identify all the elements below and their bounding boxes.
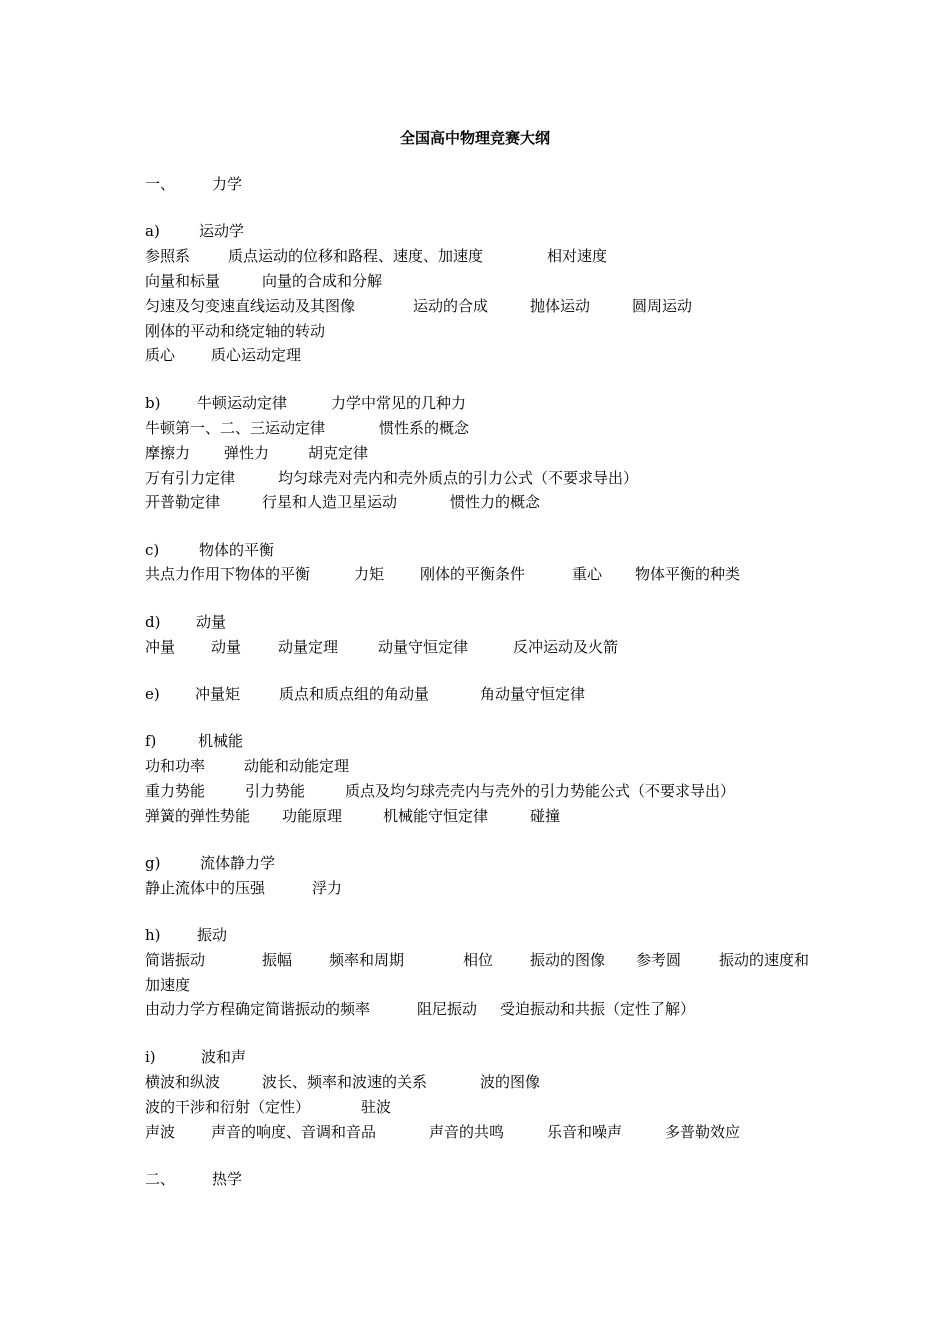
section-marker: 二、: [145, 1170, 176, 1188]
topic-item: 弹性力: [224, 444, 270, 462]
subsection-heading-g: [145, 851, 275, 875]
topic-item: 运动的合成: [413, 297, 489, 315]
subsection-heading-c: [145, 538, 274, 562]
topic-item: 质点运动的位移和路程、速度、加速度: [228, 247, 484, 265]
topic-item: 横波和纵波: [145, 1073, 221, 1091]
topic-item: 重力势能: [145, 782, 206, 800]
subsection-title: 振动: [197, 926, 228, 944]
topic-item: 机械能守恒定律: [383, 807, 489, 825]
content-line: [145, 441, 368, 465]
topic-item: 振动的速度和: [719, 951, 810, 969]
topic-item: 功和功率: [145, 757, 206, 775]
topic-item: 浮力: [312, 879, 343, 897]
subsection-marker: d): [145, 613, 161, 631]
topic-item: 乐音和噪声: [547, 1123, 623, 1141]
subsection-marker: g): [145, 854, 161, 872]
topic-item: 相位: [463, 951, 494, 969]
content-line: [145, 294, 692, 318]
topic-item: 圆周运动: [632, 297, 693, 315]
topic-item: 多普勒效应: [665, 1123, 741, 1141]
topic-item: 频率和周期: [329, 951, 405, 969]
section-heading-thermodynamics: [145, 1167, 242, 1191]
topic-item: 质点及均匀球壳壳内与壳外的引力势能公式（不要求导出）: [345, 782, 736, 800]
subsection-title: 冲量矩: [195, 685, 241, 703]
topic-item: 引力势能: [245, 782, 306, 800]
section-title: 热学: [212, 1170, 243, 1188]
topic-item: 振动的图像: [530, 951, 606, 969]
topic-item: 惯性力的概念: [450, 493, 541, 511]
content-line: [145, 319, 325, 343]
topic-item: 声音的响度、音调和音品: [211, 1123, 377, 1141]
content-line: [145, 490, 540, 514]
subsection-marker: f): [145, 732, 157, 750]
topic-item: 加速度: [145, 976, 191, 994]
topic-item: 重心: [572, 565, 603, 583]
topic-item: 参考圆: [636, 951, 682, 969]
section-marker: 一、: [145, 175, 176, 193]
topic-item: 声波: [145, 1123, 176, 1141]
subsection-marker: e): [145, 685, 160, 703]
content-line: [145, 754, 349, 778]
subsection-heading-i: [145, 1045, 246, 1069]
topic-item: 质心: [145, 346, 176, 364]
subsection-title: 流体静力学: [200, 854, 276, 872]
subsection-marker: h): [145, 926, 161, 944]
topic-item: 动量: [211, 638, 242, 656]
section-heading-mechanics: [145, 172, 242, 196]
content-line: [145, 635, 618, 659]
content-line: [145, 876, 342, 900]
subsection-title-extra: 角动量守恒定律: [480, 685, 586, 703]
content-line: [145, 1070, 540, 1094]
topic-item: 刚体的平衡条件: [420, 565, 526, 583]
subsection-heading-d: [145, 610, 226, 634]
content-line: [145, 416, 469, 440]
topic-item: 碰撞: [530, 807, 561, 825]
content-line: [145, 562, 740, 586]
subsection-marker: c): [145, 541, 160, 559]
subsection-title: 机械能: [198, 732, 244, 750]
topic-item: 开普勒定律: [145, 493, 221, 511]
topic-item: 动量定理: [278, 638, 339, 656]
subsection-title: 波和声: [201, 1048, 247, 1066]
topic-item: 物体平衡的种类: [635, 565, 741, 583]
topic-item: 振幅: [262, 951, 293, 969]
topic-item: 惯性系的概念: [379, 419, 470, 437]
subsection-heading-b: [145, 391, 466, 415]
topic-item: 摩擦力: [145, 444, 191, 462]
topic-item: 动能和动能定理: [244, 757, 350, 775]
topic-item: 向量和标量: [145, 272, 221, 290]
topic-item: 质心运动定理: [211, 346, 302, 364]
topic-item: 万有引力定律: [145, 469, 236, 487]
topic-item: 波的图像: [480, 1073, 541, 1091]
subsection-marker: b): [145, 394, 161, 412]
subsection-title-extra: 力学中常见的几种力: [331, 394, 467, 412]
content-line: [145, 244, 607, 268]
topic-item: 参照系: [145, 247, 191, 265]
topic-item: 动量守恒定律: [378, 638, 469, 656]
topic-item: 牛顿第一、二、三运动定律: [145, 419, 326, 437]
topic-item: 驻波: [361, 1098, 392, 1116]
topic-item: 简谐振动: [145, 951, 206, 969]
topic-item: 共点力作用下物体的平衡: [145, 565, 311, 583]
topic-item: 由动力学方程确定简谐振动的频率: [145, 1000, 371, 1018]
subsection-marker: i): [145, 1048, 156, 1066]
subsection-heading-h: [145, 923, 227, 947]
topic-item: 力矩: [354, 565, 385, 583]
topic-item: 刚体的平动和绕定轴的转动: [145, 322, 326, 340]
content-line: [145, 973, 190, 997]
content-line: [145, 269, 382, 293]
topic-item: 均匀球壳对壳内和壳外质点的引力公式（不要求导出）: [278, 469, 639, 487]
topic-item: 静止流体中的压强: [145, 879, 266, 897]
topic-item: 行星和人造卫星运动: [262, 493, 398, 511]
topic-item: 弹簧的弹性势能: [145, 807, 251, 825]
topic-item: 冲量: [145, 638, 176, 656]
subsection-heading-e: [145, 682, 585, 706]
topic-item: 抛体运动: [530, 297, 591, 315]
subsection-title: 牛顿运动定律: [197, 394, 288, 412]
topic-item: 相对速度: [547, 247, 608, 265]
topic-item: 阻尼振动: [417, 1000, 478, 1018]
topic-item: 反冲运动及火箭: [513, 638, 619, 656]
content-line: [145, 804, 560, 828]
content-line: [145, 1120, 740, 1144]
topic-item: 匀速及匀变速直线运动及其图像: [145, 297, 356, 315]
topic-item: 受迫振动和共振（定性了解）: [500, 1000, 696, 1018]
document-title: 全国高中物理竞赛大纲: [399, 129, 550, 147]
topic-item: 功能原理: [282, 807, 343, 825]
subsection-title-extra: 质点和质点组的角动量: [279, 685, 430, 703]
content-line: [145, 997, 695, 1021]
subsection-title: 运动学: [199, 222, 245, 240]
subsection-heading-f: [145, 729, 243, 753]
content-line: [145, 466, 638, 490]
subsection-title: 动量: [196, 613, 227, 631]
subsection-marker: a): [145, 222, 160, 240]
topic-item: 胡克定律: [308, 444, 369, 462]
section-title: 力学: [212, 175, 243, 193]
subsection-title: 物体的平衡: [199, 541, 275, 559]
subsection-heading-a: [145, 219, 244, 243]
topic-item: 波的干涉和衍射（定性）: [145, 1098, 311, 1116]
content-line: [145, 948, 809, 972]
content-line: [145, 343, 301, 367]
topic-item: 声音的共鸣: [429, 1123, 505, 1141]
topic-item: 向量的合成和分解: [262, 272, 383, 290]
content-line: [145, 779, 735, 803]
topic-item: 波长、频率和波速的关系: [262, 1073, 428, 1091]
content-line: [145, 1095, 391, 1119]
